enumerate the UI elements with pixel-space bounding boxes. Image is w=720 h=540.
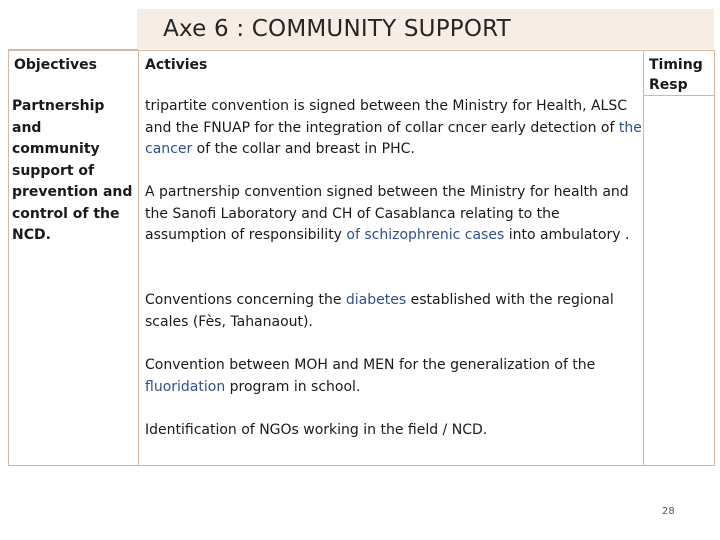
header-timing (649, 55, 711, 95)
activity-highlight: diabetes (345, 292, 407, 308)
activity-text: Identification of NGOs working in the field / NCD. (145, 422, 488, 438)
activity-text: A partnership convention signed between the Ministry for health and the Sanofi Laboratory and CH of Casablanca relating to the assumption of responsibility (145, 184, 629, 243)
objective-line: Partnership and (12, 98, 105, 136)
activity-highlight: the cancer (145, 119, 642, 157)
activity-ngo-identification (145, 420, 645, 442)
activity-tripartite-convention (145, 96, 645, 161)
objective-line: community (12, 141, 100, 157)
column-divider-objectives (138, 51, 139, 465)
header-timing-line1: Timing (649, 57, 703, 73)
objective-line: prevention and (12, 184, 133, 200)
activity-text: into ambulatory . (504, 227, 630, 243)
page-number: 28 (662, 506, 675, 517)
header-timing-line2: Resp (649, 77, 688, 93)
objective-cell (12, 96, 136, 247)
activity-text: established with the regional scales (Fès, Tahanaout). (145, 292, 614, 330)
activity-text: program in school. (225, 378, 361, 395)
header-objectives: Objectives (14, 57, 97, 73)
objective-line: NCD. (12, 227, 51, 243)
activity-text: Convention between MOH and MEN for the generalization of the (145, 357, 596, 373)
activity-sanofi-partnership (145, 182, 645, 247)
activity-fluoridation-convention (145, 355, 645, 398)
activity-diabetes-conventions (145, 290, 645, 333)
header-activities: Activies (145, 57, 208, 73)
activity-text: tripartite convention is signed between the Ministry for Health, ALSC and the FNUAP for the integration of collar cncer early detection of (145, 98, 628, 136)
objective-line: support of (12, 162, 95, 179)
activity-highlight: of schizophrenic cases (346, 227, 505, 243)
activity-text: Conventions concerning the (145, 292, 346, 308)
objective-line: control of the (12, 205, 120, 222)
timing-header-divider (643, 95, 714, 96)
activity-highlight: fluoridation (145, 378, 226, 395)
slide-title: Axe 6 : COMMUNITY SUPPORT (163, 16, 511, 42)
activity-text: of the collar and breast in PHC. (192, 141, 415, 157)
